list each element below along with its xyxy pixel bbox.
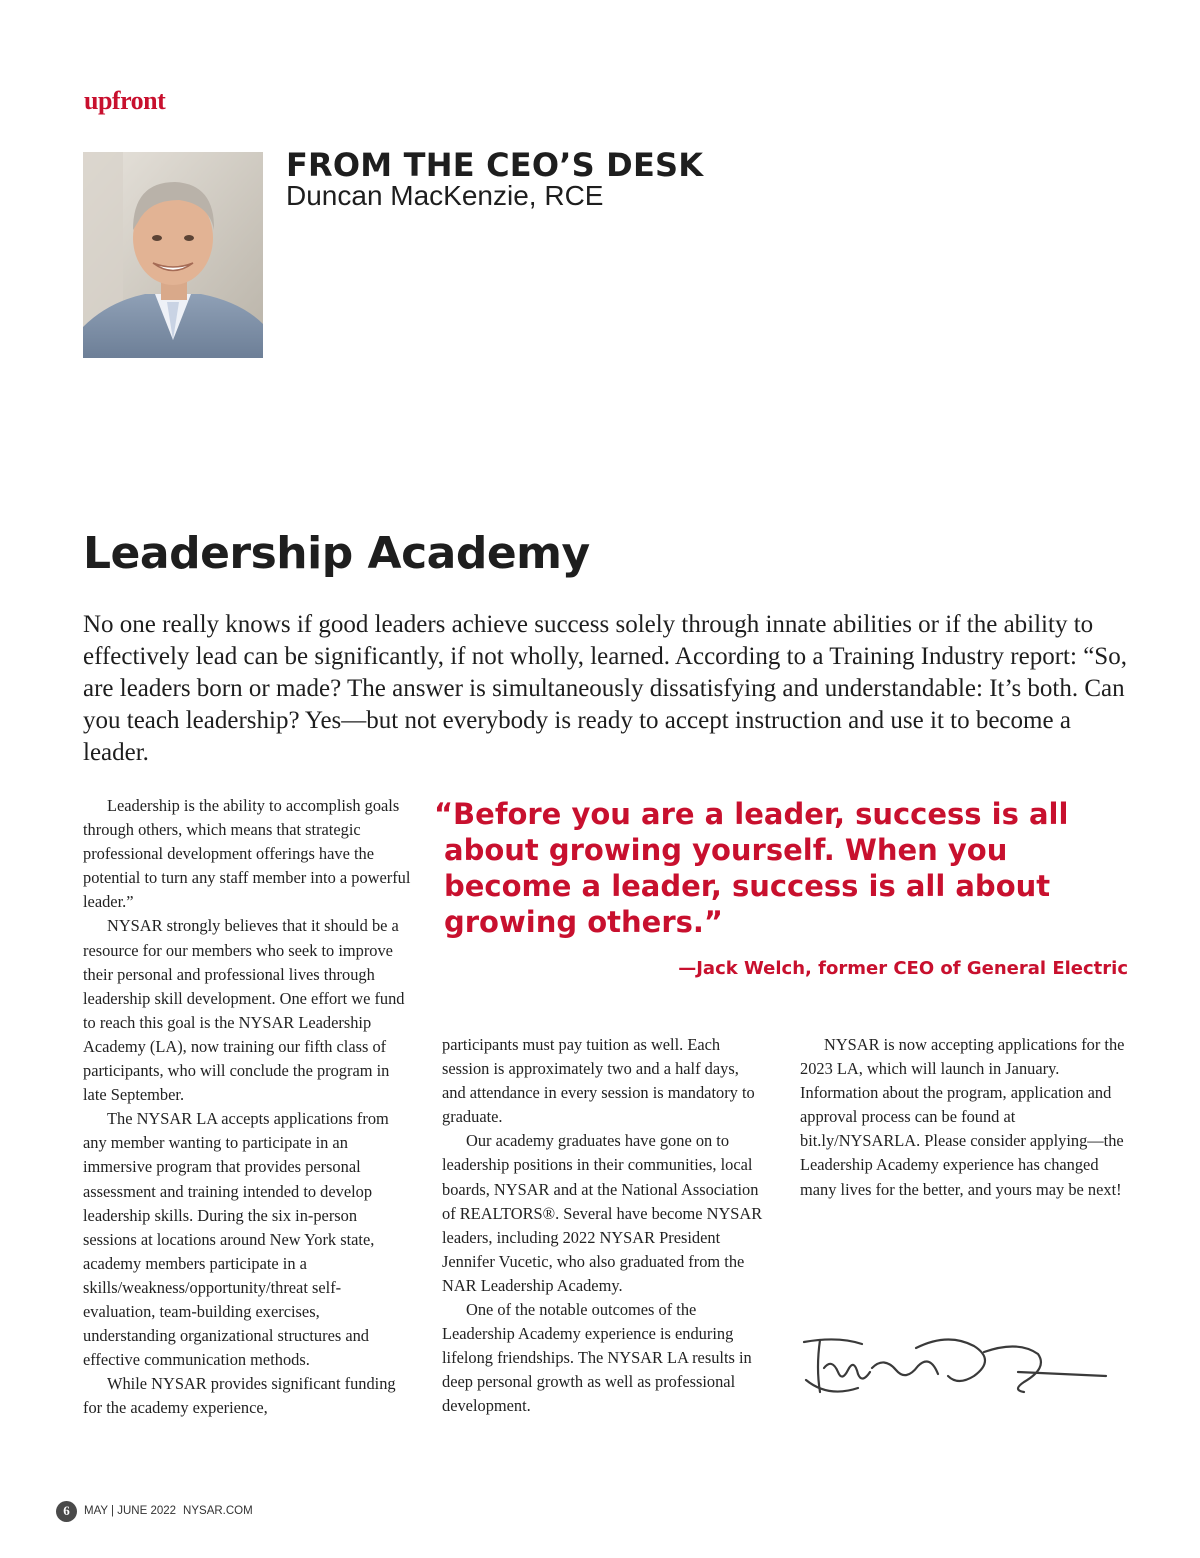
author-name: Duncan MacKenzie, RCE [286,180,604,211]
site-name[interactable]: NYSAR.COM [183,1505,253,1517]
body-paragraph: The NYSAR LA accepts applications from any member wanting to participate in an immersive program that provides personal assessment and training intended to develop leadership skills. During the six in-person sessions at locations around New York state, academy members participate in a skills/weakness/opportunity/threat self-evaluation, team-building exercises, understanding organizational structures and effective communication methods. [83,1109,389,1370]
issue-date: MAY | JUNE 2022 [84,1505,177,1517]
pull-quote: “Before you are a leader, success is all about growing yourself. When you become a leader, success is all about growing others.” [434,797,1069,939]
body-column-2 [442,1033,764,1419]
pull-quote-attribution: —Jack Welch, former CEO of General Electric [678,958,1128,979]
intro-paragraph: No one really knows if good leaders achieve success solely through innate abilities or if the ability to effectively lead can be significantly, if not wholly, learned. According to a Training Industry report: “So, are leaders born or made? The answer is simultaneously dissatisfying and understandable: It’s both. Can you teach leadership? Yes—but not everybody is ready to accept instruction and use it to become a leader. [83,611,1127,766]
body-paragraph: NYSAR strongly believes that it should be a resource for our members who seek to improve their personal and professional lives through leadership skill development. One effort we fund to reach this goal is the NYSAR Leadership Academy (LA), now training our fifth class of participants, who will conclude the program in late September. [83,916,405,1105]
author-portrait [83,152,263,358]
page-footer [56,1500,253,1522]
column-title: FROM THE CEO’S DESK [286,146,704,184]
ceo-signature [798,1328,1110,1408]
page-number-badge: 6 [56,1501,77,1522]
body-paragraph: One of the notable outcomes of the Leadership Academy experience is enduring lifelong friendships. The NYSAR LA results in deep personal growth as well as professional development. [442,1300,752,1416]
article-headline: Leadership Academy [83,528,590,579]
body-paragraph: NYSAR is now accepting applications for the 2023 LA, which will launch in January. Information about the program, application and approval process can be found at bit.ly/NYSARLA. Please consider applying—the Leadership Academy experience has changed many lives for the better, and yours may be next! [800,1035,1125,1199]
body-column-3 [800,1033,1130,1202]
body-paragraph: Leadership is the ability to accomplish goals through others, which means that strategic professional development offerings have the potential to turn any staff member into a powerful leader.” [83,796,411,912]
body-paragraph: Our academy graduates have gone on to leadership positions in their communities, local boards, NYSAR and at the National Association of REALTORS®. Several have become NYSAR leaders, including 2022 NYSAR President Jennifer Vucetic, who also graduated from the NAR Leadership Academy. [442,1131,763,1295]
body-column-1 [83,794,413,1420]
section-tag: upfront [84,86,166,115]
body-paragraph: While NYSAR provides significant funding for the academy experience, [83,1374,396,1418]
body-paragraph: participants must pay tuition as well. Each session is approximately two and a half days, and attendance in every session is mandatory to graduate. [442,1035,755,1127]
